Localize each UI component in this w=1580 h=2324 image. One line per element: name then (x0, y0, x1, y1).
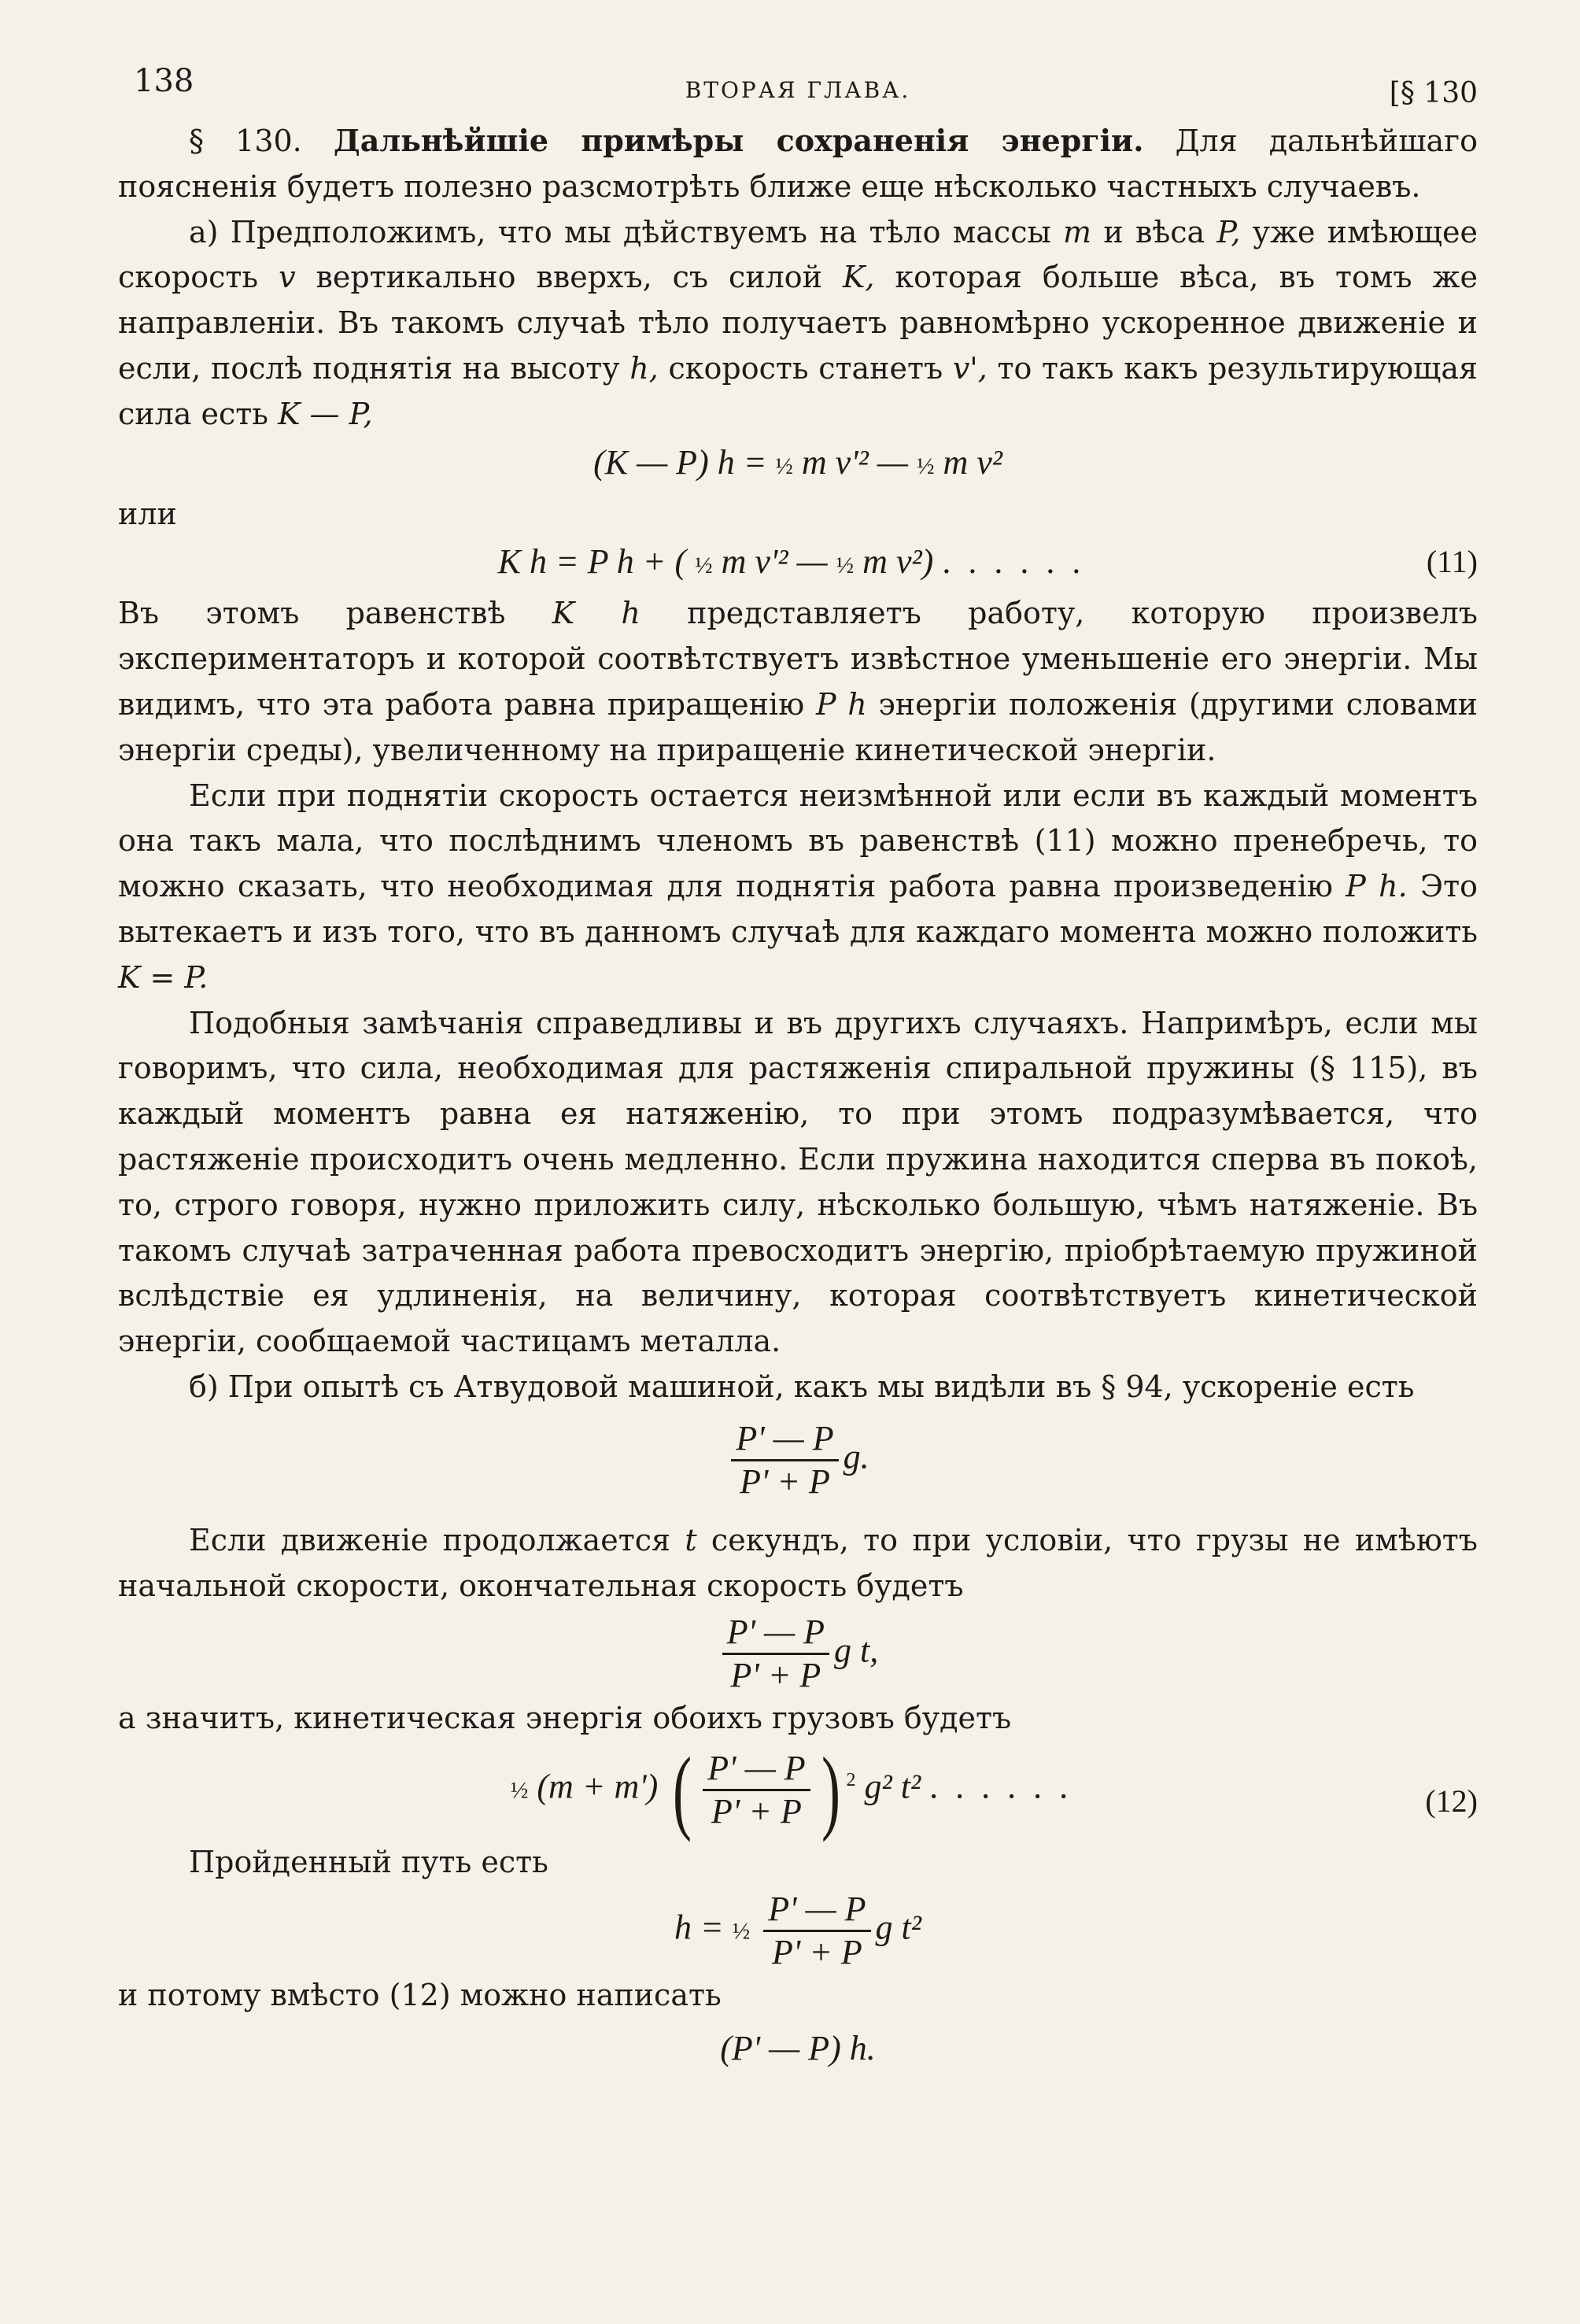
square-exponent: 2 (846, 1770, 856, 1791)
equation-part: g t, (834, 1631, 879, 1670)
equation-number: (11) (1426, 544, 1478, 580)
text-run: секундъ, то при условіи, что грузы не имѣютъ начальной скорости, окончательная скорость будетъ (118, 1522, 1478, 1603)
paragraph-spring: Подобныя замѣчанія справедливы и въ другихъ случаяхъ. Напримѣръ, если мы говоримъ, что сила, необходимая для растяженія спиральной пружины (§ 115), въ каждый моментъ равна ея натяженію, то при этомъ подразумѣвается, что растяженіе происходитъ очень медленно. Если пружина находится сперва въ покоѣ, то, строго говоря, нужно приложить силу, нѣсколько большую, чѣмъ натяженіе. Въ такомъ случаѣ затраченная работа превосходитъ энергію, пріобрѣтаемую пружиной вслѣдствіе ея удлиненія, на величину, которая соотвѣтствуетъ кинетической энергіи, сообщаемой частицамъ металла. (118, 1005, 1478, 1359)
fraction-half: ½ (510, 1777, 529, 1804)
text-run: то такъ какъ результирующая сила есть (118, 350, 1478, 431)
paragraph-b: б) При опытѣ съ Атвудовой машиной, какъ мы видѣли въ § 94, ускореніе есть (189, 1369, 1415, 1404)
fraction (731, 1418, 838, 1502)
dot-leader: ...... (929, 1767, 1086, 1806)
section-intro-paragraph (118, 118, 1478, 210)
text-run: а) Предположимъ, что мы дѣйствуемъ на тѣло массы (189, 214, 1051, 249)
fraction-numerator: P' — P (763, 1889, 870, 1932)
text-run: представляетъ работу, которую произвелъ экспериментаторъ и которой соотвѣтствуетъ извѣстное уменьшеніе его энергіи. Мы видимъ, что эта работа равна приращенію (118, 596, 1478, 722)
fraction-numerator: P' — P (722, 1612, 829, 1655)
equation-path (118, 1889, 1478, 1973)
text-run: Если движеніе продолжается (189, 1522, 670, 1557)
equation-part: (m + m') (537, 1767, 659, 1806)
math-symbol: v', (952, 350, 988, 386)
section-intro-text: Для дальнѣйшаго поясненія будетъ полезно разсмотрѣть ближе еще нѣсколько частныхъ случаевъ. (118, 124, 1478, 204)
paragraph-path: Пройденный путь есть (189, 1845, 548, 1880)
equation-last: (P' — P) h. (720, 2028, 876, 2067)
page-header (118, 55, 1478, 118)
section-number: § 130. (189, 124, 302, 158)
running-title: ВТОРАЯ ГЛАВА. (685, 77, 911, 103)
right-paren: ) (821, 1737, 840, 1842)
math-symbol: K = P. (118, 959, 209, 995)
paragraph-a (118, 210, 1478, 438)
text-run: и вѣса (1103, 214, 1205, 249)
text-run: энергіи положенія (другими словами энергіи среды), увеличенному на приращеніе кинетической энергіи. (118, 686, 1478, 767)
text-run: Если при поднятіи скорость остается неизмѣнной или если въ каждый моментъ она такъ мала, что послѣднимъ членомъ въ равенствѣ (11) можно пренебречь, то можно сказать, что необходимая для поднятія работа равна произведенію (118, 778, 1478, 904)
equation-final-velocity (118, 1612, 1478, 1696)
fraction-half: ½ (916, 453, 935, 479)
paragraph-work-interpretation (118, 591, 1478, 773)
page-body (118, 118, 1478, 2074)
math-symbol: m (1063, 214, 1092, 249)
paragraph-instead: и потому вмѣсто (12) можно написать (118, 1977, 722, 2012)
section-reference: [§ 130 (1389, 77, 1478, 109)
equation-part: g² t² (864, 1767, 921, 1806)
math-symbol: v (279, 260, 296, 295)
paragraph-kinetic-energy: а значитъ, кинетическая энергія обоихъ грузовъ будетъ (118, 1701, 1012, 1736)
fraction-numerator: P' — P (731, 1418, 838, 1461)
page-number: 138 (134, 63, 194, 99)
math-symbol: P h. (1346, 869, 1408, 904)
equation-part: h = (674, 1908, 724, 1947)
word-or: или (118, 496, 177, 531)
fraction (703, 1748, 810, 1832)
dot-leader: ...... (942, 542, 1098, 582)
fraction-half: ½ (836, 552, 855, 579)
left-paren: ( (673, 1737, 692, 1842)
equation-work-energy (118, 438, 1478, 492)
math-symbol: K h (552, 596, 640, 631)
paragraph-constant-speed (118, 774, 1478, 1001)
fraction-numerator: P' — P (703, 1748, 810, 1791)
fraction-denominator: P' + P (711, 1792, 802, 1831)
math-symbol: K — P, (278, 396, 373, 431)
equation-atwood-acceleration (118, 1418, 1478, 1502)
equation-part: m v'² — (801, 442, 908, 482)
text-run: Въ этомъ равенствѣ (118, 596, 506, 631)
equation-part: m v²) (862, 542, 934, 582)
fraction (763, 1889, 870, 1973)
fraction-half: ½ (695, 552, 713, 579)
equation-number: (12) (1425, 1783, 1478, 1820)
math-symbol: K, (842, 260, 875, 295)
fraction-half: ½ (775, 453, 793, 479)
text-run: уже имѣющее скорость (118, 214, 1478, 295)
math-symbol: P, (1216, 214, 1241, 249)
math-symbol: P h (815, 686, 867, 722)
fraction (722, 1612, 829, 1696)
section-title: Дальнѣйшіе примѣры сохраненія энергіи. (333, 123, 1144, 158)
equation-part: g. (843, 1437, 869, 1476)
equation-part: g t² (875, 1908, 921, 1947)
paragraph-duration (118, 1518, 1478, 1609)
fraction-half: ½ (732, 1918, 751, 1945)
equation-part: K h = P h + ( (497, 542, 687, 582)
fraction-denominator: P' + P (740, 1461, 830, 1501)
equation-part: m v² (943, 442, 1002, 482)
text-run: которая больше вѣса, въ томъ же направленіи. Въ такомъ случаѣ тѣло получаетъ равномѣрно ускоренное движеніе и если, послѣ поднятія на высоту (118, 260, 1478, 386)
equation-12 (118, 1737, 1478, 1842)
fraction-denominator: P' + P (771, 1932, 862, 1971)
math-symbol: t (685, 1522, 697, 1557)
equation-part: m v'² — (721, 542, 828, 582)
equation-part: (K — P) h = (593, 442, 767, 482)
text-run: вертикально вверхъ, съ силой (316, 260, 823, 295)
text-run: скорость станетъ (668, 350, 943, 386)
text-run: Это вытекаетъ и изъ того, что въ данномъ случаѣ для каждаго момента можно положить (118, 869, 1478, 949)
equation-11 (118, 537, 1478, 591)
math-symbol: h, (629, 350, 659, 386)
fraction-denominator: P' + P (730, 1656, 821, 1695)
